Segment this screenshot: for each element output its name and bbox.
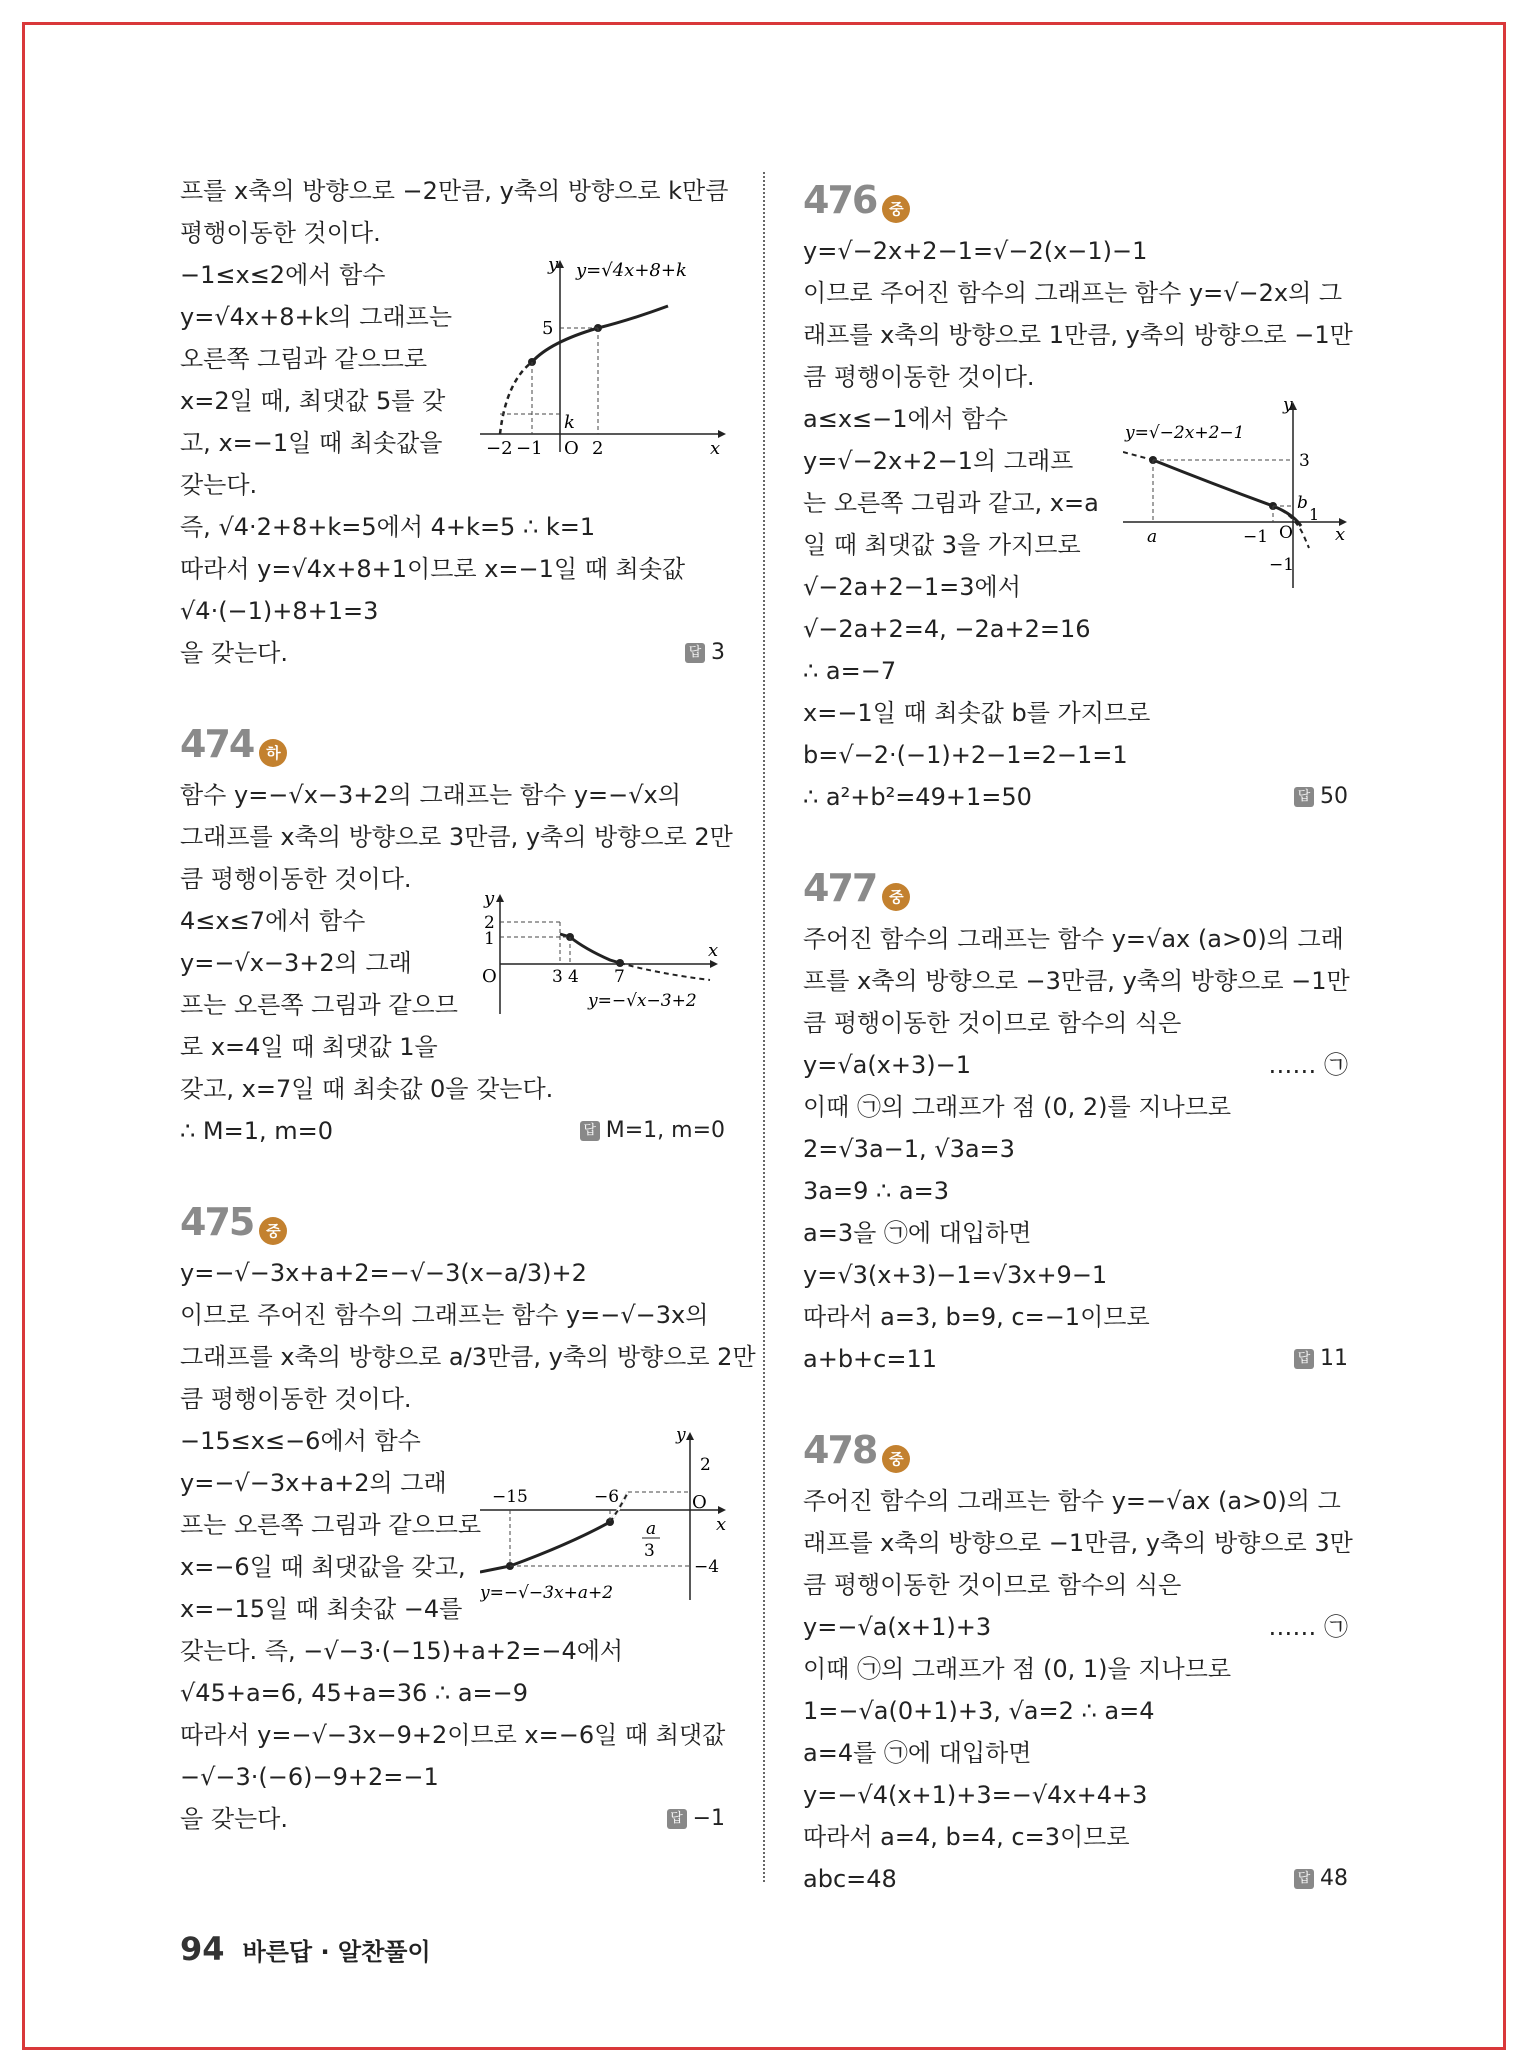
answer-label-icon: 답: [580, 1121, 600, 1141]
problem-474-solution: [180, 774, 733, 1152]
line: a=3을 ㉠에 대입하면: [803, 1219, 1032, 1247]
fraction-denominator: 3: [644, 1541, 655, 1561]
problem-number: 475: [180, 1200, 254, 1244]
curve-label: y=−√x−3+2: [588, 991, 697, 1011]
line: √45+a=6, 45+a=36 ∴ a=−9: [180, 1679, 529, 1707]
line: 프를 x축의 방향으로 −2만큼, y축의 방향으로 k만큼: [180, 177, 729, 205]
line: 로 x=4일 때 최댓값 1을: [180, 1033, 438, 1061]
equation-tag: …… ㉠: [1268, 1051, 1348, 1079]
line: 큼 평행이동한 것이므로 함수의 식은: [803, 1009, 1182, 1037]
line: 갖는다.: [180, 471, 258, 499]
equation-tag: …… ㉠: [1268, 1613, 1348, 1641]
line: x=2일 때, 최댓값 5를 갖: [180, 387, 446, 415]
line-text: y=−√a(x+1)+3: [803, 1613, 992, 1641]
problem-number: 478: [803, 1428, 877, 1472]
answer: [1294, 1338, 1348, 1380]
line: √−2a+2=4, −2a+2=16: [803, 615, 1091, 643]
line: 큼 평행이동한 것이므로 함수의 식은: [803, 1571, 1182, 1599]
answer-value: 3: [711, 640, 725, 665]
tick-label: k: [564, 412, 575, 433]
x-axis-label: x: [716, 1514, 727, 1535]
answer-value: M=1, m=0: [605, 1118, 725, 1143]
level-badge: 중: [882, 1445, 910, 1473]
tick-label: −15: [492, 1487, 528, 1507]
graph-474: [480, 894, 730, 1028]
problem-474-header: [180, 714, 725, 774]
tick-label: −4: [694, 1557, 720, 1577]
y-axis-label: y: [1283, 398, 1293, 415]
line: 따라서 a=4, b=4, c=3이므로: [803, 1823, 1130, 1851]
answer: [580, 1110, 725, 1152]
level-badge: 중: [259, 1217, 287, 1245]
problem-478-header: [803, 1420, 1348, 1480]
line: 즉, √4·2+8+k=5에서 4+k=5 ∴ k=1: [180, 513, 596, 541]
tick-label: 3: [1299, 451, 1310, 471]
line: 따라서 y=√4x+8+1이므로 x=−1일 때 최솟값: [180, 555, 686, 583]
line: 따라서 a=3, b=9, c=−1이므로: [803, 1303, 1150, 1331]
answer-label-icon: 답: [1294, 1869, 1314, 1889]
tick-label: 3: [552, 967, 563, 987]
problem-477-solution: [803, 918, 1348, 1380]
line: 함수 y=−√x−3+2의 그래프는 함수 y=−√x의: [180, 781, 681, 809]
curve-label: y=√−2x+2−1: [1125, 423, 1245, 443]
right-column: [803, 170, 1353, 1900]
tick-label: −1: [1269, 555, 1295, 575]
line: 오른쪽 그림과 같으므로: [180, 345, 428, 373]
tick-label: 4: [568, 967, 579, 987]
line: 이때 ㉠의 그래프가 점 (0, 1)을 지나므로: [803, 1655, 1232, 1683]
curve-label: y=√4x+8+k: [576, 260, 687, 281]
line: 일 때 최댓값 3을 가지므로: [803, 531, 1081, 559]
line: a=4를 ㉠에 대입하면: [803, 1739, 1032, 1767]
line-with-answer: [180, 1798, 725, 1840]
answer-value: 11: [1320, 1346, 1348, 1371]
line: 이때 ㉠의 그래프가 점 (0, 2)를 지나므로: [803, 1093, 1232, 1121]
line-with-answer: [803, 1338, 1348, 1380]
line: 고, x=−1일 때 최솟값을: [180, 429, 443, 457]
tick-label: 1: [484, 929, 495, 949]
line: 주어진 함수의 그래프는 함수 y=−√ax (a>0)의 그: [803, 1487, 1341, 1515]
tick-label: −1: [1243, 527, 1269, 547]
line: 프는 오른쪽 그림과 같으므: [180, 991, 458, 1019]
intro-graph: [480, 254, 730, 458]
page-footer: [180, 1930, 431, 1968]
line: 이므로 주어진 함수의 그래프는 함수 y=√−2x의 그: [803, 279, 1343, 307]
line: x=−1일 때 최솟값 b를 가지므로: [803, 699, 1151, 727]
line: x=−6일 때 최댓값을 갖고,: [180, 1553, 466, 1581]
line-text: 을 갖는다.: [180, 1805, 288, 1833]
x-axis-label: x: [1335, 524, 1346, 545]
line: ∴ a=−7: [803, 657, 897, 685]
y-axis-label: y: [548, 254, 559, 275]
tick-label: O: [564, 438, 579, 454]
line: √−2a+2−1=3에서: [803, 573, 1021, 601]
line: a≤x≤−1에서 함수: [803, 405, 1008, 433]
left-column: [180, 170, 756, 1840]
line-with-answer: [180, 1110, 725, 1152]
tick-label: 7: [614, 967, 625, 987]
line: 2=√3a−1, √3a=3: [803, 1135, 1015, 1163]
line: 래프를 x축의 방향으로 1만큼, y축의 방향으로 −1만: [803, 321, 1353, 349]
line: y=−√−3x+a+2=−√−3(x−a/3)+2: [180, 1259, 587, 1287]
intro-solution: [180, 170, 729, 674]
origin-label: O: [692, 1492, 707, 1513]
problem-475-header: [180, 1192, 725, 1252]
line: 갖고, x=7일 때 최솟값 0을 갖는다.: [180, 1075, 554, 1103]
line: y=√−2x+2−1=√−2(x−1)−1: [803, 237, 1148, 265]
footer-title: 바른답 · 알찬풀이: [242, 1938, 431, 1966]
level-badge: 중: [882, 195, 910, 223]
line-text: a+b+c=11: [803, 1345, 938, 1373]
line: 프를 x축의 방향으로 −3만큼, y축의 방향으로 −1만: [803, 967, 1350, 995]
column-divider: [763, 172, 765, 1882]
level-badge: 중: [882, 883, 910, 911]
problem-number: 474: [180, 722, 254, 766]
tick-label: 2: [484, 913, 495, 933]
origin-label: O: [482, 966, 497, 987]
line-with-tag: [803, 1606, 1348, 1648]
line: y=√4x+8+k의 그래프는: [180, 303, 453, 331]
tick-label: 2: [592, 438, 604, 454]
line: 4≤x≤7에서 함수: [180, 907, 366, 935]
problem-476-solution: [803, 230, 1353, 818]
line: y=−√4(x+1)+3=−√4x+4+3: [803, 1781, 1148, 1809]
line: 1=−√a(0+1)+3, √a=2 ∴ a=4: [803, 1697, 1155, 1725]
answer-value: 48: [1320, 1866, 1348, 1891]
line: y=−√x−3+2의 그래: [180, 949, 412, 977]
line-text: ∴ a²+b²=49+1=50: [803, 783, 1032, 811]
tick-label: b: [1297, 493, 1308, 513]
problem-475-solution: [180, 1252, 756, 1840]
tick-label: −1: [516, 438, 543, 454]
line: y=√3(x+3)−1=√3x+9−1: [803, 1261, 1108, 1289]
x-axis-label: x: [708, 940, 719, 961]
graph-476: [1123, 398, 1353, 602]
answer-label-icon: 답: [685, 643, 705, 663]
y-axis-label: y: [676, 1430, 686, 1445]
origin-label: O: [1279, 523, 1293, 543]
tick-label: −6: [594, 1487, 620, 1507]
y-axis-label: y: [484, 894, 495, 909]
line: 큼 평행이동한 것이다.: [180, 865, 412, 893]
tick-label: 1: [1309, 505, 1320, 524]
graph-475: [480, 1430, 730, 1614]
tick-label: 2: [700, 1455, 711, 1475]
line: x=−15일 때 최솟값 −4를: [180, 1595, 463, 1623]
line: 3a=9 ∴ a=3: [803, 1177, 949, 1205]
line-with-answer: [803, 1858, 1348, 1900]
tick-label: −2: [486, 438, 513, 454]
line: −15≤x≤−6에서 함수: [180, 1427, 421, 1455]
answer-label-icon: 답: [667, 1809, 687, 1829]
line-with-tag: [803, 1044, 1348, 1086]
line: 따라서 y=−√−3x−9+2이므로 x=−6일 때 최댓값: [180, 1721, 726, 1749]
fraction-numerator: a: [646, 1519, 657, 1539]
x-axis-label: x: [710, 438, 721, 454]
line: b=√−2·(−1)+2−1=2−1=1: [803, 741, 1128, 769]
line: −1≤x≤2에서 함수: [180, 261, 386, 289]
line: 갖는다. 즉, −√−3·(−15)+a+2=−4에서: [180, 1637, 624, 1665]
line: 프는 오른쪽 그림과 같으므로: [180, 1511, 482, 1539]
level-badge: 하: [259, 739, 287, 767]
answer-value: 50: [1320, 784, 1348, 809]
line: y=√−2x+2−1의 그래프: [803, 447, 1074, 475]
tick-label: a: [1147, 527, 1158, 547]
page-number: 94: [180, 1930, 225, 1968]
tick-label: 5: [542, 318, 554, 339]
curve-label: y=−√−3x+a+2: [480, 1583, 614, 1603]
line-text: 을 갖는다.: [180, 639, 288, 667]
problem-477-header: [803, 858, 1348, 918]
answer: [1294, 1858, 1348, 1900]
line: 큼 평행이동한 것이다.: [180, 1385, 412, 1413]
problem-number: 477: [803, 866, 877, 910]
line: y=−√−3x+a+2의 그래: [180, 1469, 447, 1497]
line: √4·(−1)+8+1=3: [180, 597, 379, 625]
line: 평행이동한 것이다.: [180, 219, 381, 247]
line-text: abc=48: [803, 1865, 897, 1893]
line: 큼 평행이동한 것이다.: [803, 363, 1035, 391]
line-with-answer: [803, 776, 1348, 818]
problem-number: 476: [803, 178, 877, 222]
line: 그래프를 x축의 방향으로 3만큼, y축의 방향으로 2만: [180, 823, 733, 851]
line-with-answer: [180, 632, 725, 674]
line: 주어진 함수의 그래프는 함수 y=√ax (a>0)의 그래: [803, 925, 1344, 953]
answer-value: −1: [692, 1806, 725, 1831]
answer: [685, 632, 725, 674]
problem-478-solution: [803, 1480, 1353, 1900]
line: 래프를 x축의 방향으로 −1만큼, y축의 방향으로 3만: [803, 1529, 1353, 1557]
line-text: ∴ M=1, m=0: [180, 1117, 333, 1145]
answer: [1294, 776, 1348, 818]
answer-label-icon: 답: [1294, 787, 1314, 807]
answer: [667, 1798, 725, 1840]
line: −√−3·(−6)−9+2=−1: [180, 1763, 439, 1791]
problem-476-header: [803, 170, 1348, 230]
line: 는 오른쪽 그림과 같고, x=a: [803, 489, 1099, 517]
line: 이므로 주어진 함수의 그래프는 함수 y=−√−3x의: [180, 1301, 709, 1329]
line-text: y=√a(x+3)−1: [803, 1051, 971, 1079]
line: 그래프를 x축의 방향으로 a/3만큼, y축의 방향으로 2만: [180, 1343, 756, 1371]
answer-label-icon: 답: [1294, 1349, 1314, 1369]
